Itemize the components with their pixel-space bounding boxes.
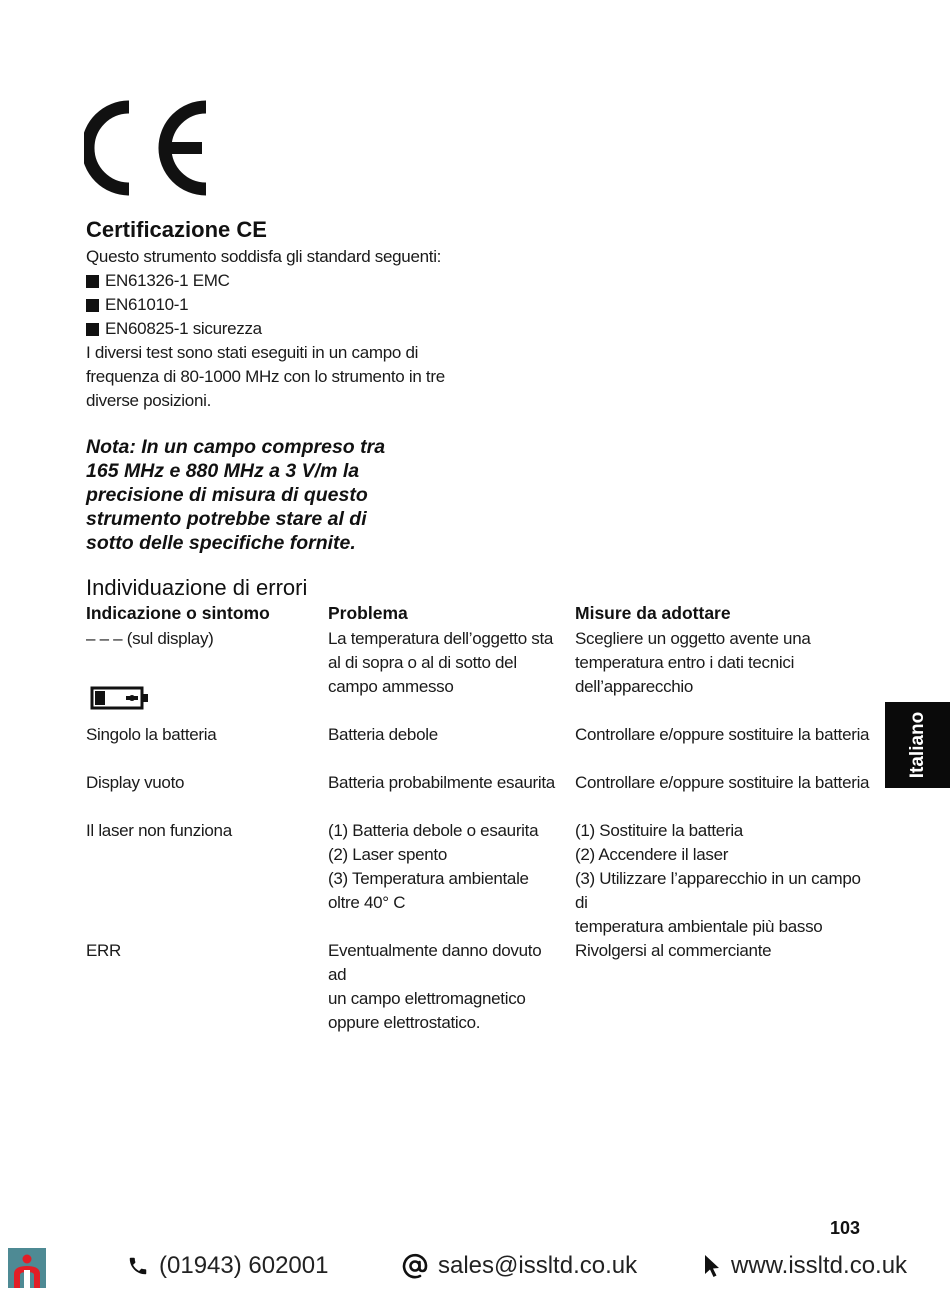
ce-heading: Certificazione CE bbox=[86, 217, 267, 242]
row5-symptom: ERR bbox=[86, 941, 121, 960]
ce-mark-icon bbox=[84, 100, 210, 196]
ce-note: Nota: In un campo compreso tra 165 MHz e 880 MHz a 3 V/m la precisione di misura di questo strumento potrebbe stare al di sotto delle specifiche fornite. bbox=[86, 436, 386, 554]
email-address: sales@issltd.co.uk bbox=[438, 1252, 638, 1279]
row1-symptom: – – – (sul display) bbox=[86, 629, 214, 648]
list-item: EN60825-1 sicurezza bbox=[86, 317, 262, 341]
list-item: EN61326-1 EMC bbox=[86, 269, 262, 293]
row4-problem: (1) Batteria debole o esaurita (2) Laser spento (3) Temperatura ambientale oltre 40° C bbox=[328, 821, 539, 912]
row2-problem: Batteria debole bbox=[328, 725, 438, 744]
row1-problem: La temperatura dell’oggetto sta al di sopra o al di sotto del campo ammesso bbox=[328, 629, 554, 696]
row3-symptom: Display vuoto bbox=[86, 773, 185, 792]
ce-intro: Questo strumento soddisfa gli standard seguenti: bbox=[86, 247, 442, 266]
row1-action: Scegliere un oggetto avente una temperatura entro i dati tecnici dell’apparecchio bbox=[575, 629, 811, 696]
language-tab-label: Italiano bbox=[906, 711, 928, 779]
row2-action: Controllare e/oppure sostituire la batteria bbox=[575, 725, 870, 744]
errors-heading: Individuazione di errori bbox=[86, 575, 308, 600]
footer-email[interactable] bbox=[402, 1252, 637, 1280]
column-header-problem: Problema bbox=[328, 603, 408, 623]
column-header-action: Misure da adottare bbox=[575, 603, 731, 623]
row5-problem: Eventualmente danno dovuto ad un campo elettromagnetico oppure elettrostatico. bbox=[328, 941, 542, 1032]
footer-phone[interactable] bbox=[127, 1252, 328, 1280]
square-bullet-icon bbox=[86, 275, 99, 288]
iss-logo-icon bbox=[8, 1248, 46, 1288]
standards-list bbox=[86, 269, 262, 341]
page-number: 103 bbox=[830, 1218, 861, 1238]
cursor-arrow-icon bbox=[703, 1254, 721, 1278]
ce-test-description: I diversi test sono stati eseguiti in un campo di frequenza di 80-1000 MHz con lo strumento in tre diverse posizioni. bbox=[86, 343, 445, 410]
row3-problem: Batteria probabilmente esaurita bbox=[328, 773, 555, 792]
square-bullet-icon bbox=[86, 299, 99, 312]
phone-number: (01943) 602001 bbox=[159, 1252, 329, 1279]
footer-website[interactable] bbox=[703, 1252, 907, 1280]
row3-action: Controllare e/oppure sostituire la batteria bbox=[575, 773, 870, 792]
row4-action: (1) Sostituire la batteria (2) Accendere il laser (3) Utilizzare l’apparecchio in un campo di temperatura ambientale più basso bbox=[575, 821, 861, 936]
website-url: www.issltd.co.uk bbox=[731, 1252, 908, 1279]
column-header-symptom: Indicazione o sintomo bbox=[86, 603, 270, 623]
row4-symptom: Il laser non funziona bbox=[86, 821, 232, 840]
square-bullet-icon bbox=[86, 323, 99, 336]
row5-action: Rivolgersi al commerciante bbox=[575, 941, 772, 960]
low-battery-icon bbox=[90, 686, 150, 710]
phone-icon bbox=[127, 1255, 149, 1277]
list-item: EN61010-1 bbox=[86, 293, 262, 317]
language-tab bbox=[885, 702, 950, 788]
at-sign-icon bbox=[402, 1253, 428, 1279]
row2-symptom: Singolo la batteria bbox=[86, 725, 217, 744]
